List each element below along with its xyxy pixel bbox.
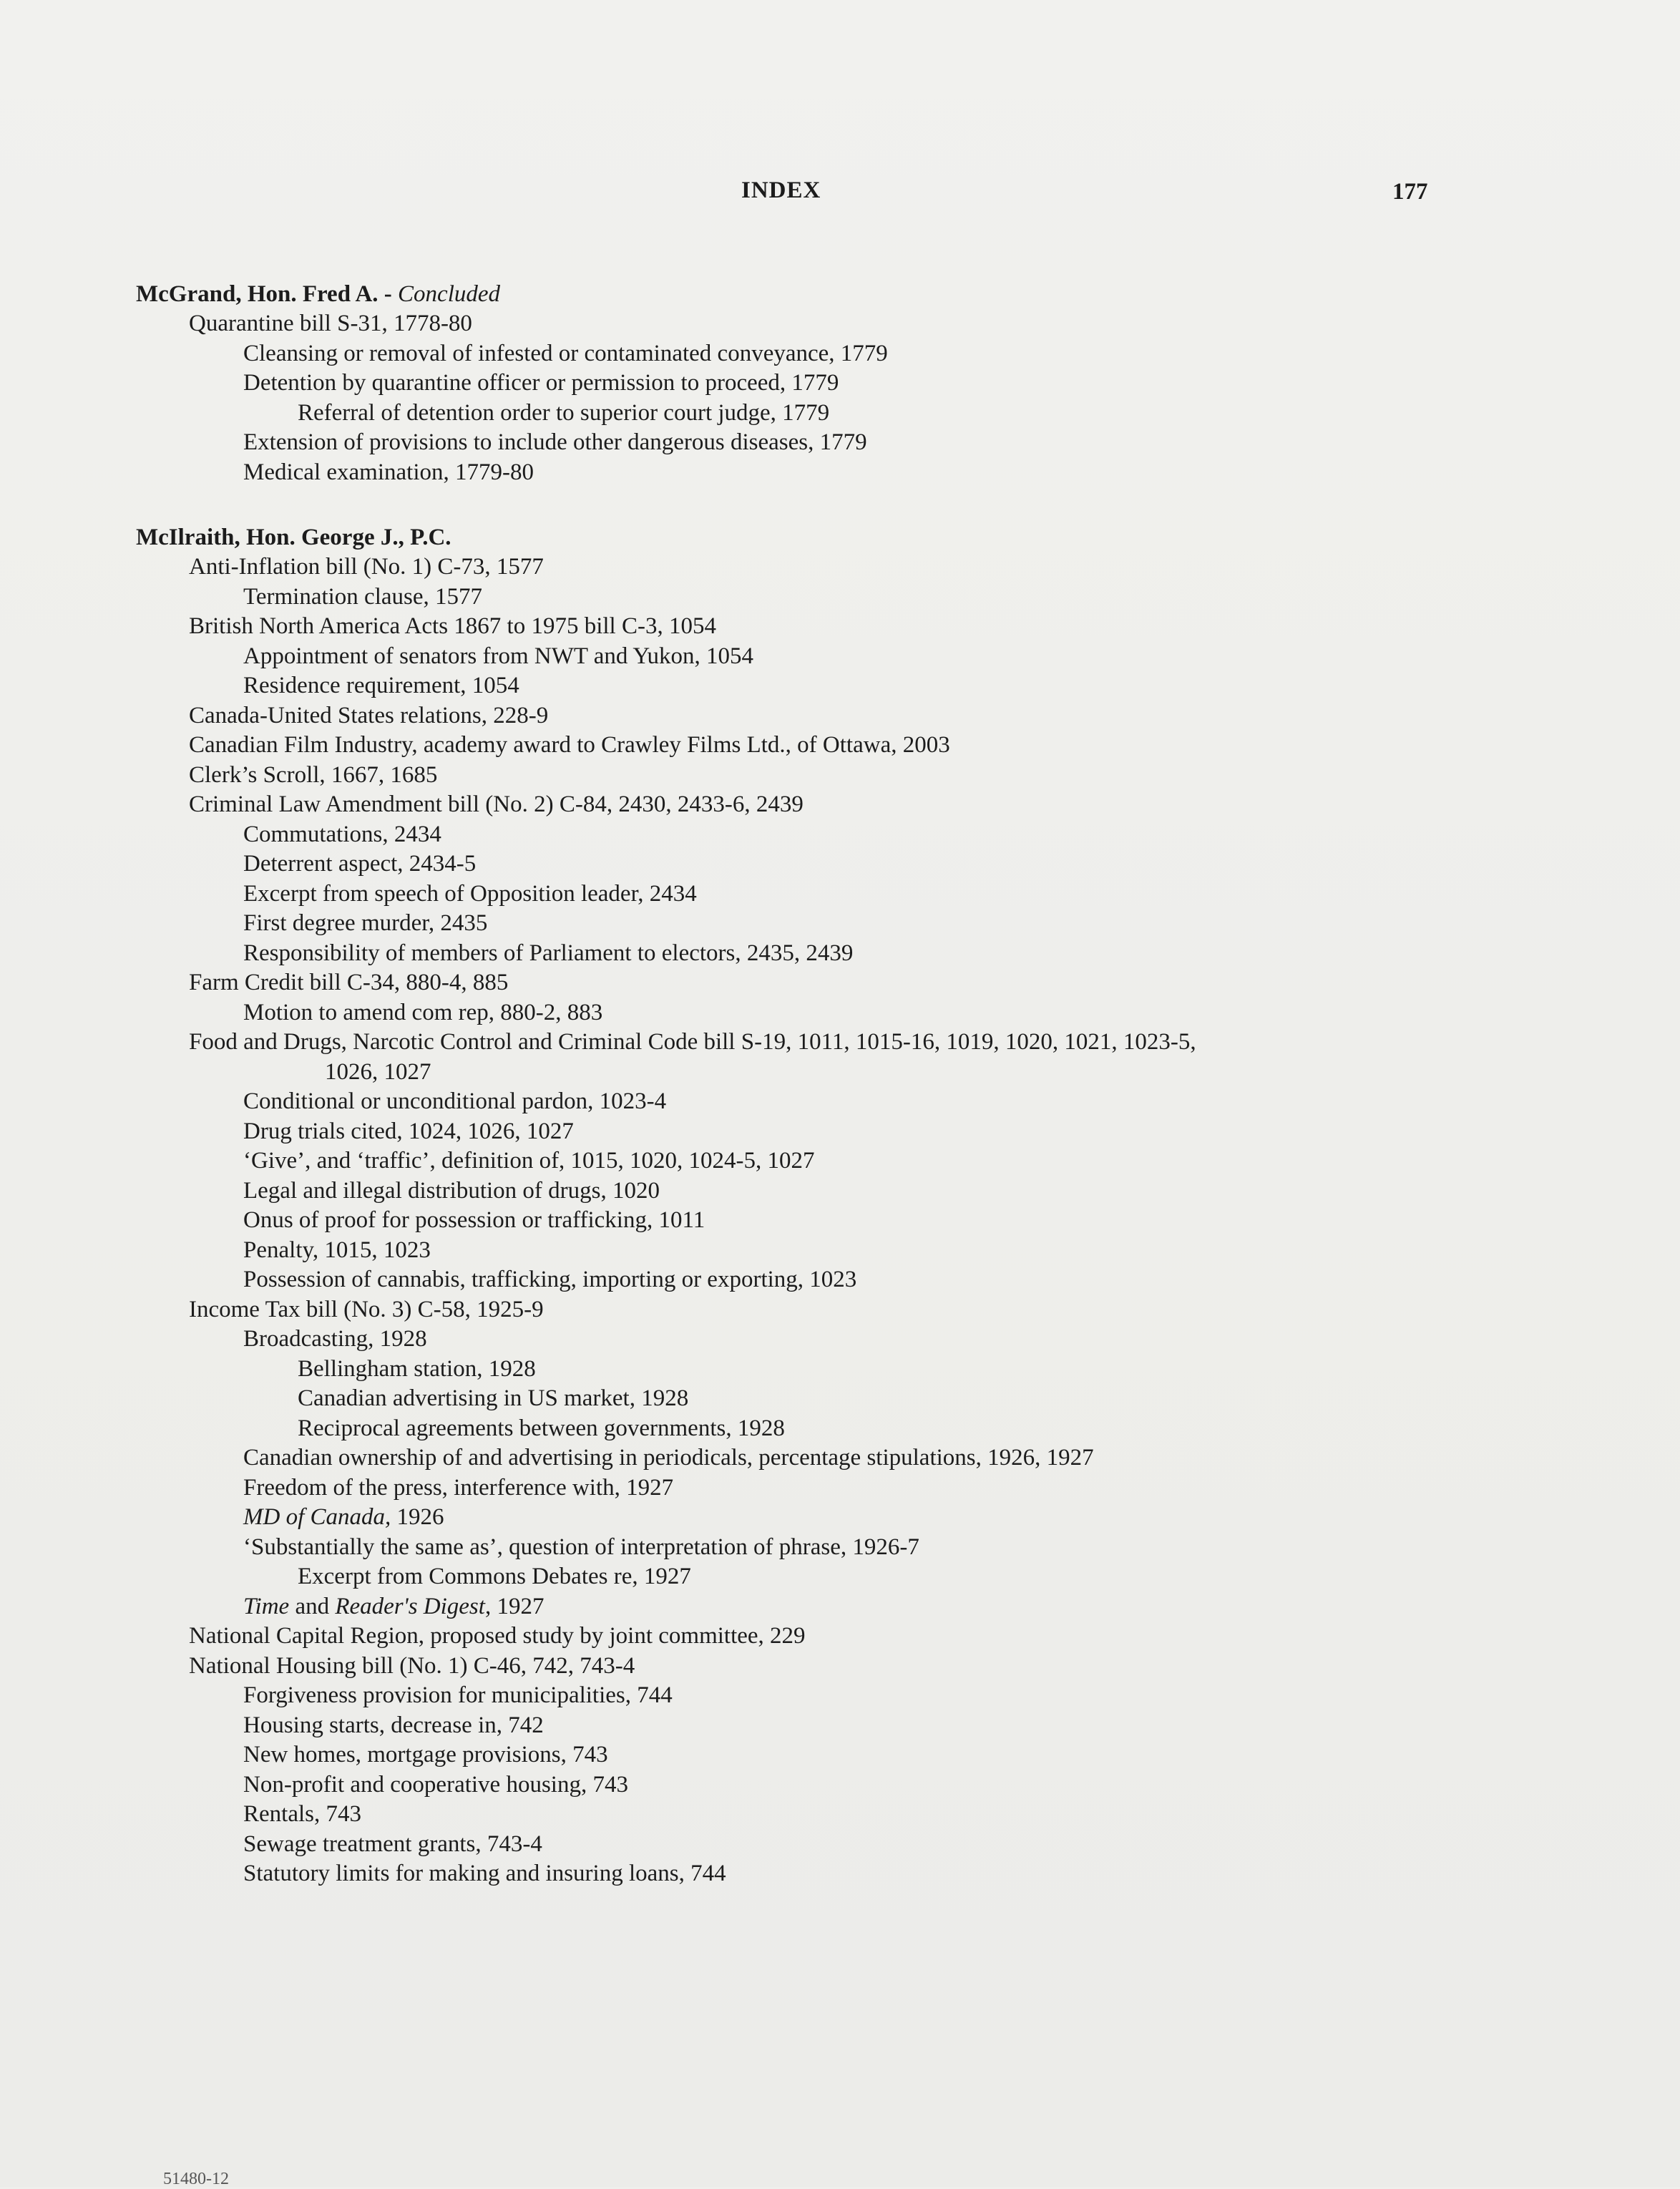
entry-text: Canadian Film Industry, academy award to Crawley Films Ltd., of Ottawa, 2003 bbox=[189, 732, 950, 758]
entry-italic-title: Reader's Digest bbox=[335, 1593, 485, 1619]
index-entry bbox=[136, 1295, 1567, 1325]
entry-text: Anti-Inflation bill (No. 1) C-73, 1577 bbox=[189, 554, 544, 580]
footer-mark: 51480-12 bbox=[163, 2170, 229, 2188]
entry-text: Detention by quarantine officer or permission to proceed, 1779 bbox=[243, 370, 839, 396]
index-entry bbox=[136, 428, 1567, 458]
entry-text: Responsibility of members of Parliament to electors, 2435, 2439 bbox=[243, 940, 854, 966]
entry-text: Motion to amend com rep, 880-2, 883 bbox=[243, 999, 603, 1025]
index-entry bbox=[136, 1146, 1567, 1176]
index-entry bbox=[136, 731, 1567, 761]
index-body bbox=[136, 279, 1567, 1924]
index-entry bbox=[136, 879, 1567, 910]
index-entry bbox=[136, 1265, 1567, 1295]
entry-text: British North America Acts 1867 to 1975 bill C-3, 1054 bbox=[189, 613, 716, 639]
entry-text: Penalty, 1015, 1023 bbox=[243, 1237, 431, 1263]
index-entry bbox=[136, 1384, 1567, 1414]
index-entry bbox=[136, 939, 1567, 969]
index-entry bbox=[136, 1503, 1567, 1533]
index-entry bbox=[136, 552, 1567, 582]
entry-text: National Capital Region, proposed study by joint committee, 229 bbox=[189, 1623, 806, 1649]
index-entry bbox=[136, 1652, 1567, 1682]
entry-text: Drug trials cited, 1024, 1026, 1027 bbox=[243, 1118, 574, 1144]
entry-text: Quarantine bill S-31, 1778-80 bbox=[189, 311, 472, 336]
index-entry bbox=[136, 1830, 1567, 1860]
index-entry bbox=[136, 1176, 1567, 1206]
index-entry bbox=[136, 790, 1567, 820]
entry-text: Canada-United States relations, 228-9 bbox=[189, 702, 549, 728]
entry-text: Farm Credit bill C-34, 880-4, 885 bbox=[189, 970, 509, 995]
entry-text: Housing starts, decrease in, 742 bbox=[243, 1712, 544, 1738]
entry-text: Cleansing or removal of infested or contaminated conveyance, 1779 bbox=[243, 340, 888, 366]
index-entry bbox=[136, 968, 1567, 998]
entry-text: Canadian advertising in US market, 1928 bbox=[298, 1385, 689, 1411]
entry-text: Termination clause, 1577 bbox=[243, 583, 483, 610]
entry-text: Forgiveness provision for municipalities, 744 bbox=[243, 1682, 673, 1708]
entry-text: , 1927 bbox=[484, 1593, 544, 1619]
index-section bbox=[136, 279, 1567, 487]
index-entry bbox=[136, 1740, 1567, 1770]
entry-text: Rentals, 743 bbox=[243, 1801, 361, 1827]
entry-text: National Housing bill (No. 1) C-46, 742, 743-4 bbox=[189, 1652, 635, 1679]
index-entry bbox=[136, 369, 1567, 399]
index-entry bbox=[136, 642, 1567, 672]
entry-text: Onus of proof for possession or trafficking, 1011 bbox=[243, 1207, 705, 1233]
section-name: McIlraith, Hon. George J., P.C. bbox=[136, 525, 451, 550]
index-entry bbox=[136, 1414, 1567, 1444]
index-entry bbox=[136, 1355, 1567, 1385]
entry-italic-title: Time bbox=[243, 1593, 290, 1619]
index-entry bbox=[136, 1028, 1567, 1087]
entry-text: Appointment of senators from NWT and Yukon, 1054 bbox=[243, 643, 754, 669]
index-entry bbox=[136, 1770, 1567, 1800]
index-entry bbox=[136, 1859, 1567, 1889]
entry-text: Commutations, 2434 bbox=[243, 821, 441, 847]
index-entry bbox=[136, 1592, 1567, 1622]
entry-text: Legal and illegal distribution of drugs, 1020 bbox=[243, 1177, 660, 1204]
entry-text: Statutory limits for making and insuring loans, 744 bbox=[243, 1861, 726, 1886]
index-entry bbox=[136, 309, 1567, 339]
index-entry bbox=[136, 820, 1567, 850]
entry-text: Criminal Law Amendment bill (No. 2) C-84, 2430, 2433-6, 2439 bbox=[189, 791, 804, 817]
index-entry bbox=[136, 1473, 1567, 1503]
index-entry bbox=[136, 1800, 1567, 1830]
index-entry bbox=[136, 582, 1567, 613]
section-name: McGrand, Hon. Fred A. - bbox=[136, 281, 392, 307]
index-entry bbox=[136, 1443, 1567, 1473]
index-entry bbox=[136, 1087, 1567, 1117]
index-entry bbox=[136, 339, 1567, 369]
entry-text: Canadian ownership of and advertising in periodicals, percentage stipulations, 1926, 1927 bbox=[243, 1445, 1094, 1471]
entry-text: 1926 bbox=[391, 1504, 444, 1530]
entry-italic-title: MD of Canada, bbox=[243, 1504, 391, 1530]
entry-text: New homes, mortgage provisions, 743 bbox=[243, 1742, 608, 1768]
index-entry bbox=[136, 1681, 1567, 1711]
page-number: 177 bbox=[1392, 179, 1428, 205]
entry-text: ‘Give’, and ‘traffic’, definition of, 1015, 1020, 1024-5, 1027 bbox=[243, 1148, 815, 1174]
entry-text: Referral of detention order to superior court judge, 1779 bbox=[298, 399, 830, 426]
index-entry bbox=[136, 399, 1567, 429]
index-entry bbox=[136, 849, 1567, 879]
index-entry bbox=[136, 701, 1567, 731]
entry-text: Sewage treatment grants, 743-4 bbox=[243, 1830, 542, 1857]
index-entry bbox=[136, 1711, 1567, 1741]
entry-text: Excerpt from speech of Opposition leader, 2434 bbox=[243, 880, 697, 907]
index-section bbox=[136, 522, 1567, 1889]
index-entry bbox=[136, 1206, 1567, 1236]
index-entry bbox=[136, 1236, 1567, 1266]
section-heading bbox=[136, 279, 1567, 309]
entry-continuation: 1026, 1027 bbox=[325, 1058, 431, 1085]
entry-text: Medical examination, 1779-80 bbox=[243, 459, 534, 485]
entry-text: Conditional or unconditional pardon, 1023-4 bbox=[243, 1088, 667, 1114]
index-entry bbox=[136, 612, 1567, 642]
entry-text: First degree murder, 2435 bbox=[243, 910, 488, 936]
section-continued-label: Concluded bbox=[398, 281, 501, 307]
section-heading bbox=[136, 522, 1567, 552]
entry-text: Freedom of the press, interference with, 1927 bbox=[243, 1474, 674, 1501]
index-entry bbox=[136, 998, 1567, 1028]
index-entry bbox=[136, 1562, 1567, 1592]
index-entry bbox=[136, 1117, 1567, 1147]
entry-text: Clerk’s Scroll, 1667, 1685 bbox=[189, 761, 438, 788]
index-entry bbox=[136, 1622, 1567, 1652]
entry-text: Extension of provisions to include other dangerous diseases, 1779 bbox=[243, 429, 867, 455]
entry-text: Possession of cannabis, trafficking, importing or exporting, 1023 bbox=[243, 1267, 857, 1292]
index-entry bbox=[136, 671, 1567, 701]
index-entry bbox=[136, 1533, 1567, 1563]
entry-text: Excerpt from Commons Debates re, 1927 bbox=[298, 1564, 691, 1589]
index-entry bbox=[136, 909, 1567, 939]
entry-text: Deterrent aspect, 2434-5 bbox=[243, 851, 477, 877]
entry-text: ‘Substantially the same as’, question of interpretation of phrase, 1926-7 bbox=[243, 1534, 919, 1560]
entry-text: Bellingham station, 1928 bbox=[298, 1355, 536, 1382]
entry-text: Broadcasting, 1928 bbox=[243, 1326, 427, 1352]
entry-text: Reciprocal agreements between governments, 1928 bbox=[298, 1415, 785, 1441]
entry-text: Residence requirement, 1054 bbox=[243, 673, 519, 698]
index-entry bbox=[136, 458, 1567, 488]
entry-text: Income Tax bill (No. 3) C-58, 1925-9 bbox=[189, 1296, 544, 1322]
index-entry bbox=[136, 1325, 1567, 1355]
page-header-title: INDEX bbox=[741, 177, 821, 203]
entry-text: Food and Drugs, Narcotic Control and Criminal Code bill S-19, 1011, 1015-16, 1019, 1020, 1021, 1023-5, bbox=[189, 1029, 1196, 1055]
entry-text-mid: and bbox=[289, 1593, 336, 1619]
entry-text: Non-profit and cooperative housing, 743 bbox=[243, 1771, 628, 1798]
index-entry bbox=[136, 761, 1567, 791]
